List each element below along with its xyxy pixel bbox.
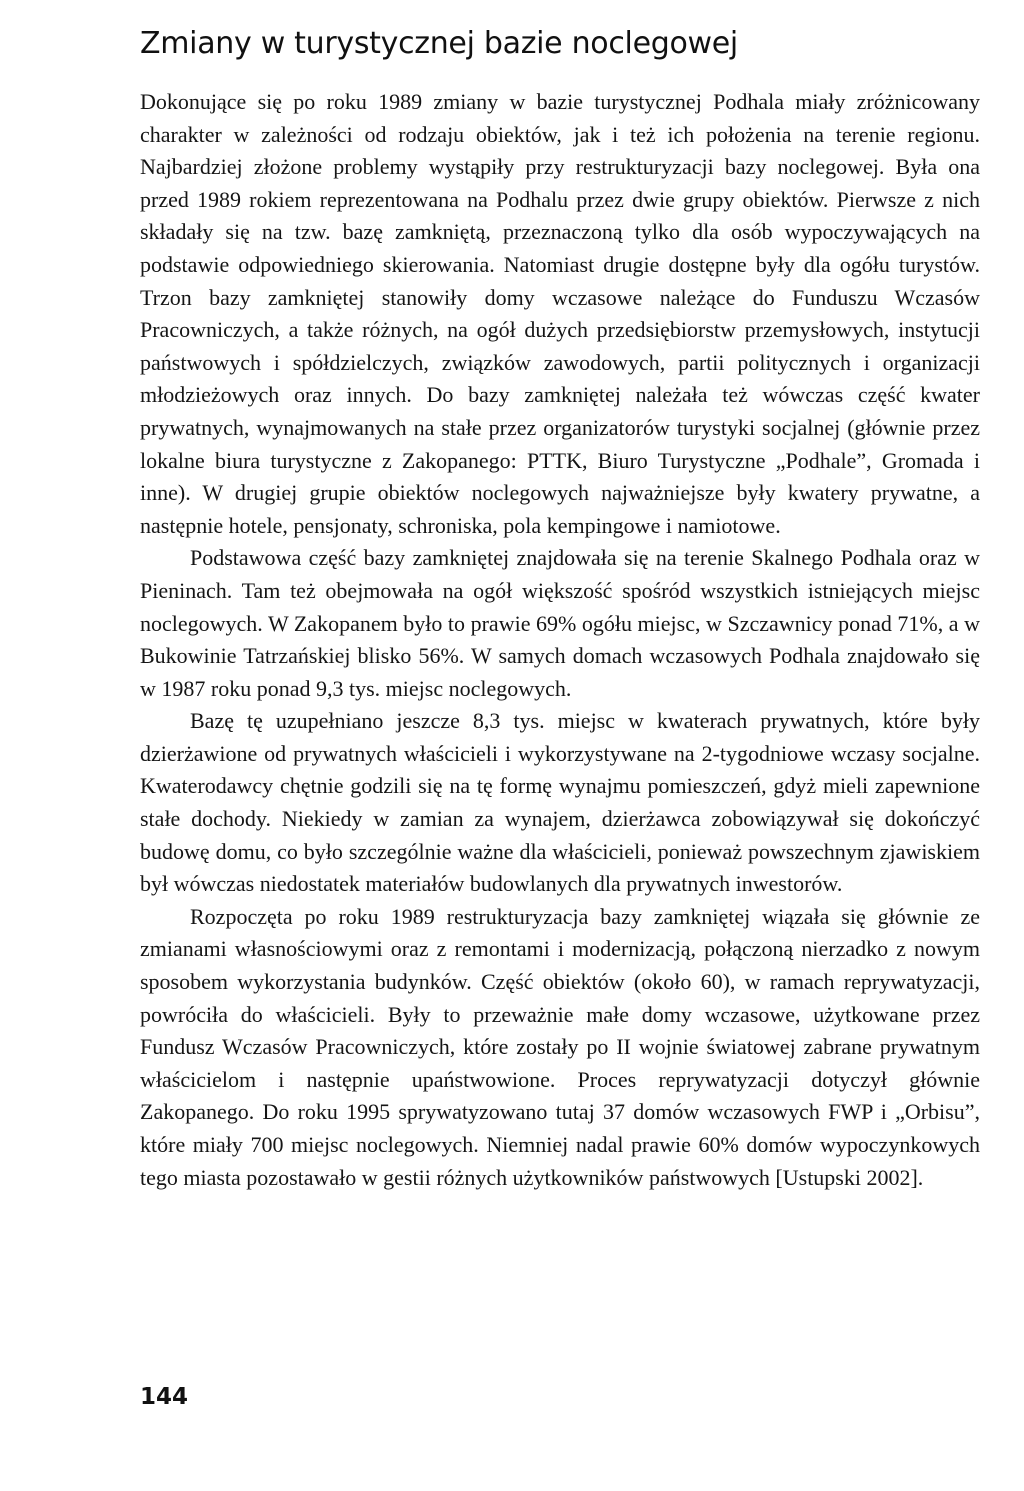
section-heading: Zmiany w turystycznej bazie noclegowej — [140, 26, 738, 61]
paragraph-2: Podstawowa część bazy zamkniętej znajdowała się na terenie Skalnego Podhala oraz w Pieninach. Tam też obejmowała na ogół większość spośród wszystkich istniejących miejsc noclegowych. W Zakopanem było to prawie 69% ogółu miejsc, w Szczawnicy ponad 71%, a w Bukowinie Tatrzańskiej blisko 56%. W samych domach wczasowych Podhala znajdowało się w 1987 roku ponad 9,3 tys. miejsc noclegowych. — [140, 545, 980, 701]
page-number: 144 — [140, 1384, 189, 1410]
paragraph-4: Rozpoczęta po roku 1989 restrukturyzacja bazy zamkniętej wiązała się głównie ze zmianami własnościowymi oraz z remontami i modernizacją, połączoną nierzadko z nowym sposobem wykorzystania budynków. Część obiektów (około 60), w ramach reprywatyzacji, powróciła do właścicieli. Były to przeważnie małe domy wczasowe, użytkowane przez Fundusz Wczasów Pracowniczych, które zostały po II wojnie światowej zabrane prywatnym właścicielom i następnie upaństwowione. Proces reprywatyzacji dotyczył głównie Zakopanego. Do roku 1995 sprywatyzowano tutaj 37 domów wczasowych FWP i „Orbisu”, które miały 700 miejsc noclegowych. Niemniej nadal prawie 60% domów wypoczynkowych tego miasta pozostawało w gestii różnych użytkowników państwowych [Ustupski 2002]. — [140, 903, 980, 1190]
paragraph-3: Bazę tę uzupełniano jeszcze 8,3 tys. miejsc w kwaterach prywatnych, które były dzierżawione od prywatnych właścicieli i wykorzystywane na 2-tygodniowe wczasy socjalne. Kwaterodawcy chętnie godzili się na tę formę wynajmu pomieszczeń, gdyż mieli zapewnione stałe dochody. Niekiedy w zamian za wynajem, dzierżawca zobowiązywał się dokończyć budowę domu, co było szczególnie ważne dla właścicieli, ponieważ powszechnym zjawiskiem był wówczas niedostatek materiałów budowlanych dla prywatnych inwestorów. — [140, 708, 980, 897]
paragraph-1: Dokonujące się po roku 1989 zmiany w bazie turystycznej Podhala miały zróżnicowany charakter w zależności od rodzaju obiektów, jak i też ich położenia na terenie regionu. Najbardziej złożone problemy wystąpiły przy restrukturyzacji bazy noclegowej. Była ona przed 1989 rokiem reprezentowana na Podhalu przez dwie grupy obiektów. Pierwsze z nich składały się na tzw. bazę zamkniętą, przeznaczoną tylko dla osób wypoczywających na podstawie odpowiedniego skierowania. Natomiast drugie dostępne były dla ogółu turystów. Trzon bazy zamkniętej stanowiły domy wczasowe należące do Funduszu Wczasów Pracowniczych, a także różnych, na ogół dużych przedsiębiorstw przemysłowych, instytucji państwowych i spółdzielczych, związków zawodowych, partii politycznych i organizacji młodzieżowych oraz innych. Do bazy zamkniętej należała też wówczas część kwater prywatnych, wynajmowanych na stałe przez organizatorów turystyki socjalnej (głównie przez lokalne biura turystyczne z Zakopanego: PTTK, Biuro Turystyczne „Podhale”, Gromada i inne). W drugiej grupie obiektów noclegowych najważniejsze były kwatery prywatne, a następnie hotele, pensjonaty, schroniska, pola kempingowe i namiotowe. — [140, 89, 980, 538]
body-text — [140, 86, 980, 1194]
